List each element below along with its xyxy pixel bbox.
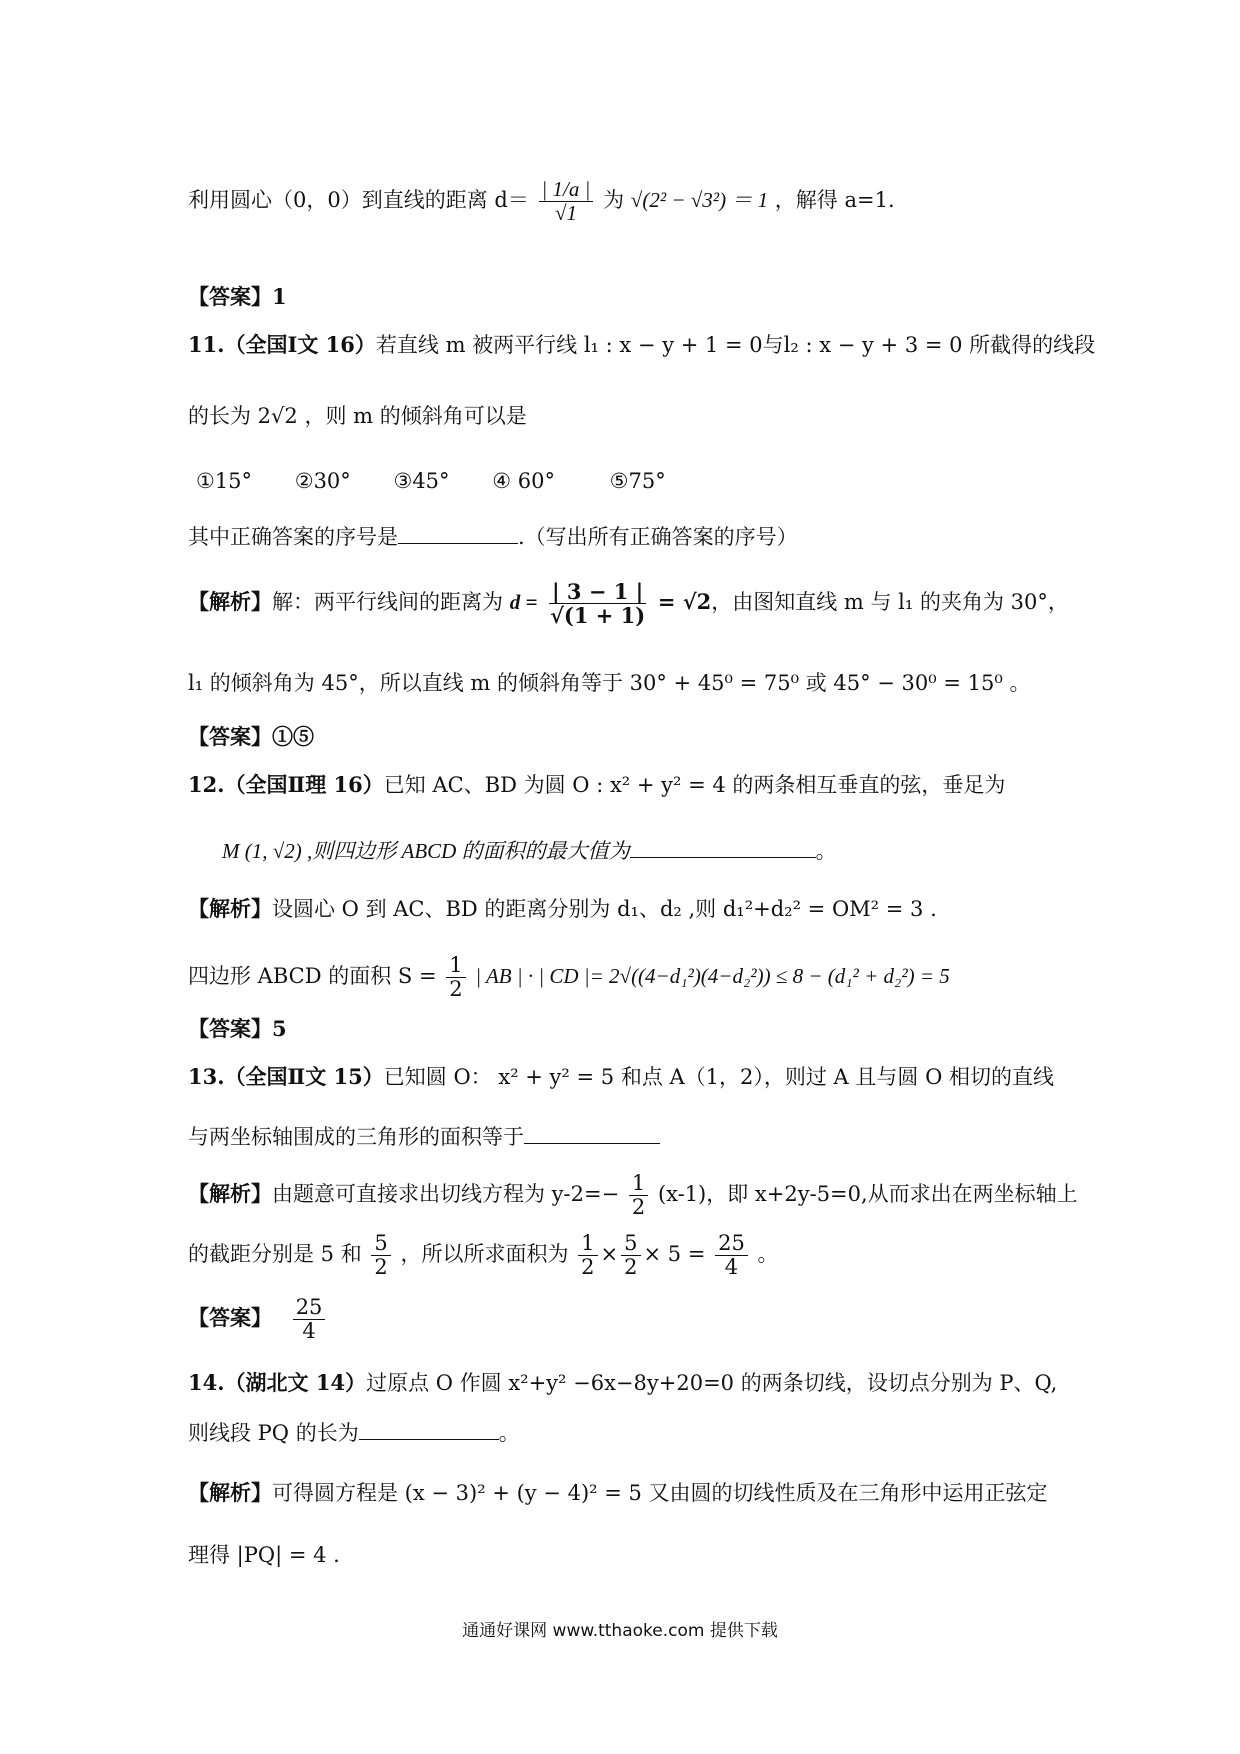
sol12-line2: [188, 954, 950, 1001]
sol11-text1b: ，由图知直线 m 与 l₁ 的夹角为 30°，: [711, 590, 1069, 615]
p10-fraction: [539, 178, 594, 225]
sol11-text1a: 解：两平行线间的距离为: [272, 590, 503, 615]
sol11-line1: [188, 580, 1069, 627]
sol13-frac3: [578, 1232, 597, 1279]
sol11-line2: l₁ 的倾斜角为 45°，所以直线 m 的倾斜角等于 30° + 45⁰ = 75⁰ 或 45° − 30⁰ = 15⁰ 。: [188, 671, 1031, 695]
sol12-text1: 设圆心 O 到 AC、BD 的距离分别为 d₁、d₂ ,则 d₁²+d₂² = OM² = 3 .: [272, 897, 937, 921]
q12-line1: [188, 772, 1005, 798]
sol13-frac4-num: 5: [621, 1232, 640, 1256]
p10-frac-top: | 1/a |: [539, 178, 594, 202]
answer-13-den: 4: [302, 1319, 316, 1344]
sol13-frac2-den: 2: [374, 1255, 388, 1280]
sol14-line2: 理得 |PQ| = 4 .: [188, 1543, 340, 1567]
q11-option-4: ④ 60°: [492, 469, 555, 493]
answer-13-head: 【答案】: [188, 1305, 272, 1331]
sol13-text1a: 由题意可直接求出切线方程为 y-2=−: [272, 1182, 620, 1207]
sol13-frac1-den: 2: [631, 1195, 646, 1220]
q11-text3: 其中正确答案的序号是: [188, 525, 398, 549]
answer-13: [188, 1296, 328, 1343]
p10-sqrt-expr: √(2² − √3²) ＝ 1: [630, 188, 769, 213]
q13-label: 13.（全国Ⅱ文 15）: [188, 1064, 384, 1089]
q14-text2b: 。: [498, 1421, 520, 1445]
q11-option-5: ⑤75°: [609, 469, 666, 493]
sol13-text2a: 的截距分别是 5 和: [188, 1242, 362, 1267]
q11-text1: 若直线 m 被两平行线 l₁ : x − y + 1 = 0与l₂ : x − y + 3 = 0 所截得的线段: [375, 333, 1096, 357]
answer-13-fraction: [293, 1296, 326, 1343]
q11-option-2: ②30°: [294, 469, 351, 493]
sol12-line1: [188, 896, 937, 922]
sol11-d-label: d =: [509, 590, 538, 615]
sol13-line2: [188, 1232, 779, 1279]
q14-text1: 过原点 O 作圆 x²+y² −6x−8y+20=0 的两条切线，设切点分别为 P、Q,: [366, 1371, 1058, 1395]
q11-line2: 的长为 2√2 ，则 m 的倾斜角可以是: [188, 404, 527, 428]
q14-line1: [188, 1370, 1057, 1396]
sol12-half-fraction: [446, 954, 465, 1001]
q11-option-3: ③45°: [393, 469, 450, 493]
q14-answer-blank: [359, 1418, 499, 1440]
sol14-head: 【解析】: [188, 1480, 272, 1505]
answer-11: 【答案】①⑤: [188, 724, 314, 749]
q11-label: 11.（全国Ⅰ文 16）: [188, 332, 376, 357]
sol11-d-den: √(1 + 1): [550, 603, 646, 629]
q12-text2b: 。: [815, 839, 837, 863]
answer-13-num: 25: [293, 1296, 326, 1320]
sol13-times2: × 5 =: [643, 1242, 706, 1267]
sol13-frac3-num: 1: [578, 1232, 597, 1256]
q13-text1: 已知圆 O： x² + y² = 5 和点 A（1，2），则过 A 且与圆 O 相切的直线: [383, 1065, 1054, 1089]
sol13-text2b: ，所以所求面积为: [400, 1242, 569, 1267]
sol13-head: 【解析】: [188, 1181, 272, 1207]
q12-text1: 已知 AC、BD 为圆 O : x² + y² = 4 的两条相互垂直的弦，垂足为: [383, 773, 1006, 797]
q14-line2: [188, 1418, 520, 1446]
p10-text2: 为: [603, 188, 625, 213]
sol11-d-fraction: [547, 580, 648, 627]
sol11-d-value: = √2: [657, 589, 712, 615]
sol13-frac3-den: 2: [581, 1255, 595, 1280]
sol12-head: 【解析】: [188, 896, 272, 921]
sol12-text2a: 四边形 ABCD 的面积 S =: [188, 964, 437, 989]
sol13-frac5-den: 4: [724, 1255, 739, 1280]
answer-12: 【答案】5: [188, 1016, 287, 1041]
sol13-frac5-num: 25: [715, 1232, 748, 1256]
q11-option-1: ①15°: [196, 469, 253, 493]
q12-text2a: M (1, √2) ,则四边形 ABCD 的面积的最大值为: [222, 839, 630, 863]
q11-options: [196, 468, 666, 494]
sol12-half-den: 2: [449, 977, 463, 1002]
sol13-frac4: [621, 1232, 640, 1279]
sol11-head: 【解析】: [188, 589, 272, 615]
sol13-frac1: [629, 1172, 648, 1219]
q11-line1: [188, 332, 1095, 358]
sol13-frac5: [715, 1232, 748, 1279]
sol13-frac2: [371, 1232, 390, 1279]
sol13-frac1-num: 1: [629, 1172, 648, 1196]
sol13-frac2-num: 5: [371, 1232, 390, 1256]
page-footer: 通通好课网 www.tthaoke.com 提供下载: [462, 1621, 778, 1641]
q13-text2: 与两坐标轴围成的三角形的面积等于: [188, 1125, 524, 1149]
sol13-frac4-den: 2: [624, 1255, 638, 1280]
q13-line2: [188, 1122, 660, 1150]
answer-10: 【答案】1: [188, 284, 287, 309]
sol12-half-num: 1: [446, 954, 465, 978]
sol14-line1: [188, 1480, 1048, 1506]
q14-label: 14.（湖北文 14）: [188, 1370, 367, 1395]
sol12-text2b: | AB | · | CD |= 2√((4−d₁²)(4−d₂²)) ≤ 8 − (d₁² + d₂²) = 5: [475, 964, 950, 989]
p10-text3: ，解得 a=1.: [774, 188, 895, 213]
sol13-times1: ×: [600, 1242, 619, 1267]
q12-label: 12.（全国Ⅱ理 16）: [188, 772, 384, 797]
q11-line3: [188, 522, 798, 550]
sol11-d-num: | 3 − 1 |: [549, 580, 646, 604]
q13-line1: [188, 1064, 1054, 1090]
q12-answer-blank: [630, 836, 816, 858]
sol13-text2c: 。: [757, 1242, 779, 1267]
sol13-text1b: (x-1)，即 x+2y-5=0,从而求出在两坐标轴上: [657, 1182, 1078, 1207]
p10-frac-bottom: √1: [554, 201, 577, 226]
q11-answer-blank: [398, 522, 518, 544]
sol13-line1: [188, 1172, 1078, 1219]
q12-line2: [222, 836, 837, 864]
q14-text2a: 则线段 PQ 的长为: [188, 1421, 359, 1445]
p10-text1: 利用圆心（0，0）到直线的距离 d＝: [188, 188, 529, 213]
sol14-text1: 可得圆方程是 (x − 3)² + (y − 4)² = 5 又由圆的切线性质及在三角形中运用正弦定: [272, 1481, 1048, 1505]
q11-text3-end: .（写出所有正确答案的序号）: [518, 525, 798, 549]
p10-line: [188, 178, 895, 225]
q13-answer-blank: [524, 1122, 660, 1144]
